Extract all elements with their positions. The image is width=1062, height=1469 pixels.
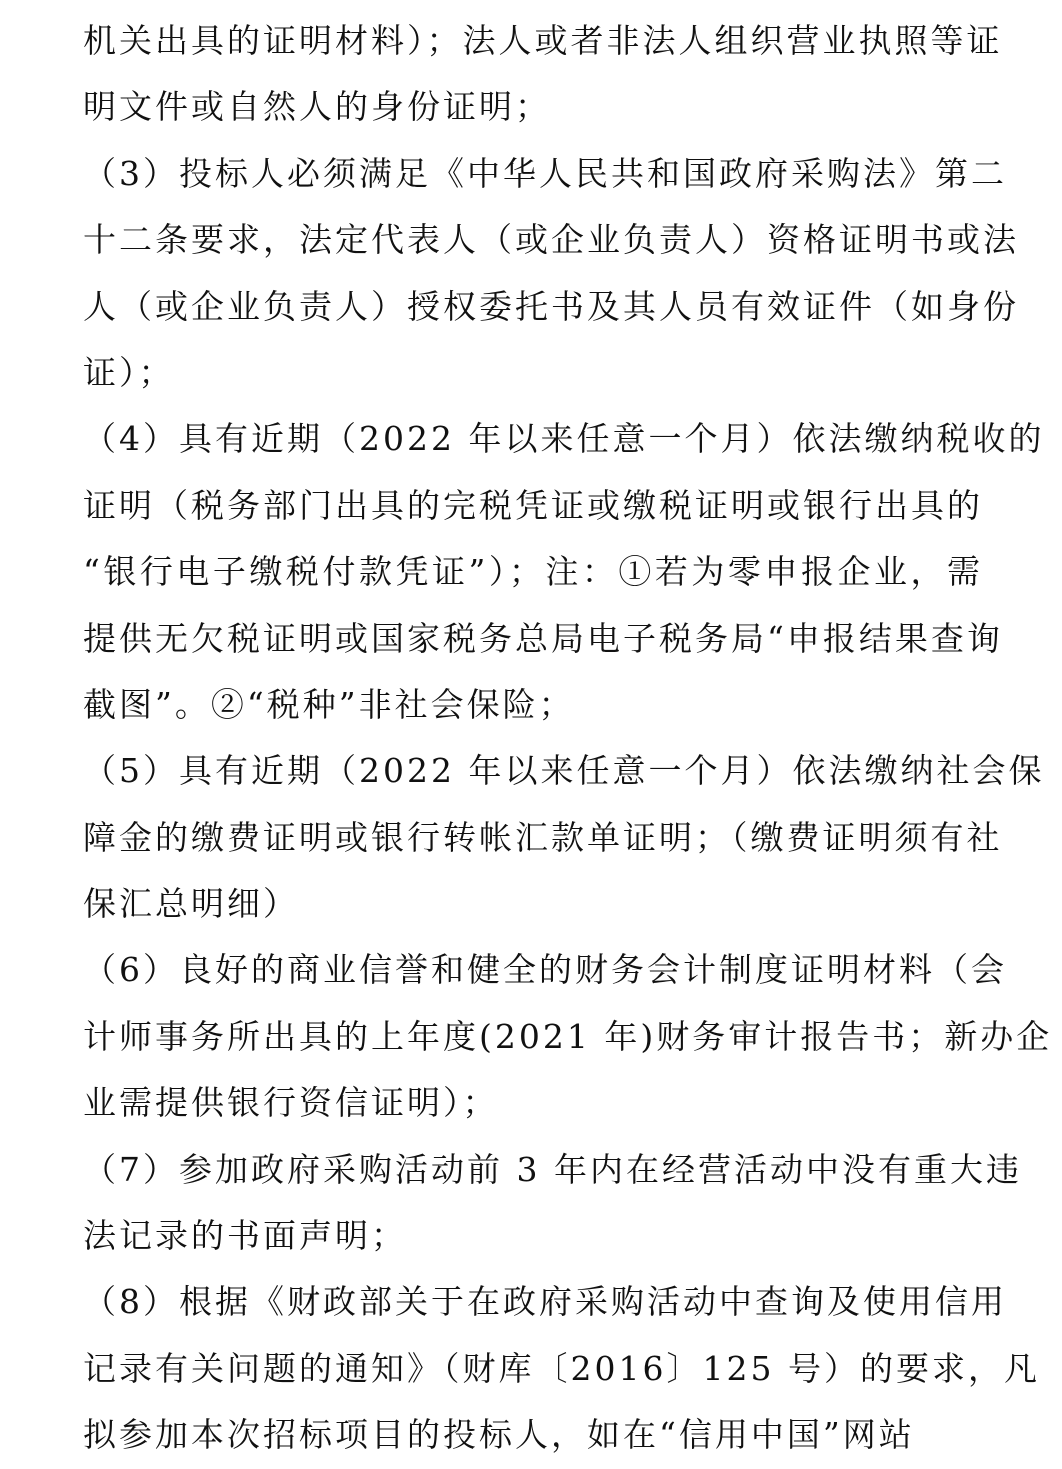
text-line: 证明（税务部门出具的完税凭证或缴税证明或银行出具的 [83,485,983,525]
text-line: 保汇总明细） [83,884,299,924]
text-line: 证）； [83,352,175,392]
text-line: 业需提供银行资信证明）； [83,1083,499,1123]
text-line: 人（或企业负责人）授权委托书及其人员有效证件（如身份 [83,286,1019,326]
text-line: 记录有关问题的通知》（财库〔2016〕125 号）的要求，凡 [83,1348,1040,1388]
text-line: （8）根据《财政部关于在政府采购活动中查询及使用信用 [83,1282,1007,1322]
text-line: 障金的缴费证明或银行转帐汇款单证明；（缴费证明须有社 [83,817,1003,857]
text-line: （4）具有近期（2022 年以来任意一个月）依法缴纳税收的 [83,419,1045,459]
text-line: 拟参加本次招标项目的投标人，如在“信用中国”网站 [83,1415,915,1455]
text-line: 十二条要求，法定代表人（或企业负责人）资格证明书或法 [83,220,1019,260]
text-line: （6）良好的商业信誉和健全的财务会计制度证明材料（会 [83,950,1007,990]
text-line: （7）参加政府采购活动前 3 年内在经营活动中没有重大违 [83,1149,1022,1189]
text-line: 提供无欠税证明或国家税务总局电子税务局“申报结果查询 [83,618,1003,658]
text-line: 机关出具的证明材料）；法人或者非法人组织营业执照等证 [83,21,1003,60]
text-line: 截图”。②“税种”非社会保险； [83,684,575,724]
text-line: 明文件或自然人的身份证明； [83,87,551,127]
document-body [83,8,1053,1469]
text-line: “银行电子缴税付款凭证”）；注：①若为零申报企业，需 [83,552,983,592]
text-line: 法记录的书面声明； [83,1216,407,1256]
text-line: 计师事务所出具的上年度(2021 年)财务审计报告书；新办企 [83,1016,1053,1056]
text-line: （3）投标人必须满足《中华人民共和国政府采购法》第二 [83,153,1007,193]
text-line: （5）具有近期（2022 年以来任意一个月）依法缴纳社会保 [83,751,1045,791]
